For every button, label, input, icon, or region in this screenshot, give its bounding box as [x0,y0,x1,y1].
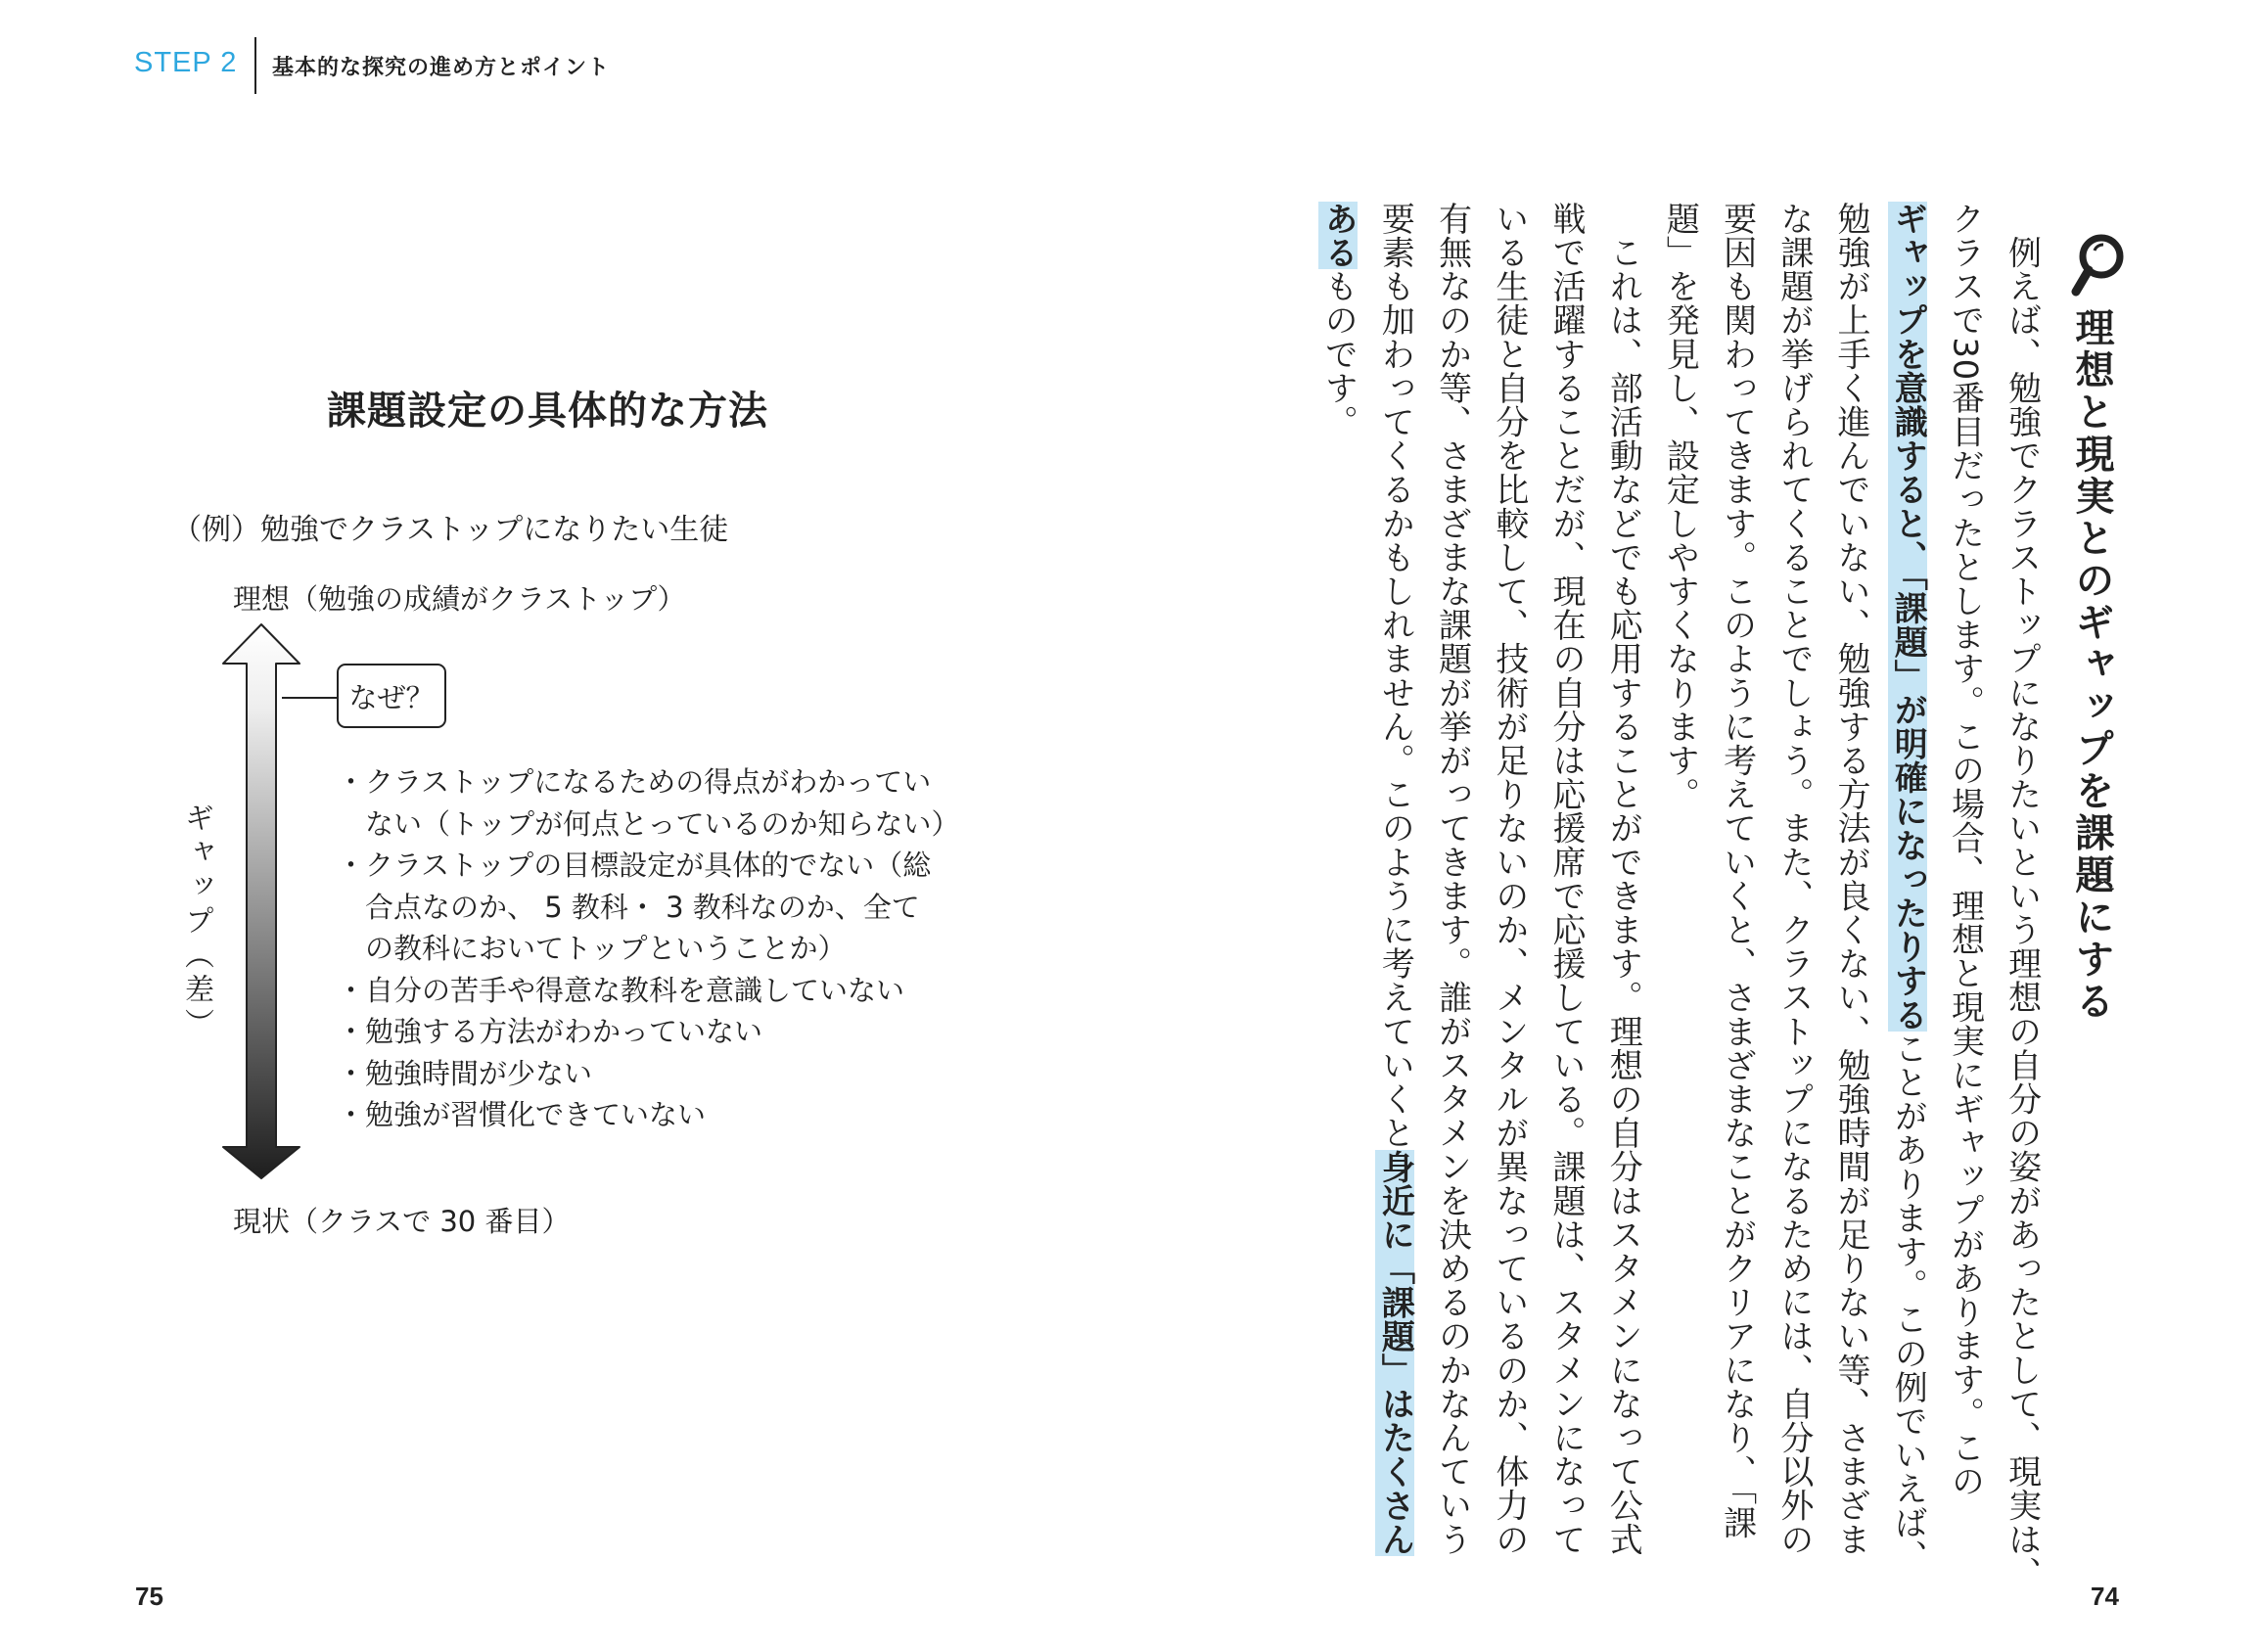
text-run: ものです。 [1318,269,1359,439]
text-run: 要素も加わってくるかもしれません。このように考えていくと [1375,202,1415,1150]
text-line [1310,202,1366,1474]
text-line [1766,202,1822,1556]
magnifier-icon [2071,233,2126,298]
text-line [1993,202,2050,1590]
body-text [1310,202,2050,1590]
highlighted-text: ある [1318,202,1359,270]
text-line [1879,202,1936,1574]
list-item: ない（トップが何点とっているのか知らない） [337,806,960,841]
text-run: 例えば、勉強でクラストップになりたいという理想の自分の姿があったとして、現実は、 [2002,202,2042,1590]
connector-line [282,697,339,699]
text-line [1366,202,1423,1557]
gap-label: ギャップ（差） [179,803,213,1042]
list-item: ・勉強が習慣化できていない [337,1098,707,1131]
list-item: ・自分の苦手や得意な教科を意識していない [337,973,905,1007]
text-line [1822,202,1879,1556]
highlighted-text: 身近に「課題」はたくさん [1375,1149,1415,1557]
double-arrow-icon [219,622,303,1180]
text-run: 有無なのか等、さまざまな課題が挙がってきます。誰がスタメンを決めるのかなんていう [1432,202,1472,1556]
list-item: の教科においてトップということか） [337,932,847,965]
text-line [1538,202,1594,1556]
highlighted-text: ギャップを意識すると、「課題」が明確になったりする [1888,202,1928,1032]
current-label: 現状（クラスで 30 番目） [233,1205,571,1238]
example-caption: （例）勉強でクラストップになりたい生徒 [172,513,729,547]
text-run: ことがあります。この例でいえば、 [1888,1032,1928,1574]
list-item: 合点なのか、 5 教科・ 3 教科なのか、全て [337,890,920,924]
text-line [1594,202,1651,1556]
text-run: 勉強が上手く進んでいない、勉強する方法が良くない、勉強時間が足りない等、さまざま [1831,202,1871,1556]
text-run: な課題が挙げられてくることでしょう。また、クラストップになるためには、自分以外の [1773,202,1814,1556]
list-item: ・クラストップの目標設定が具体的でない（総 [337,849,932,882]
list-item: ・クラストップになるための得点がわかってい [337,765,932,799]
text-run: これは、部活動などでも応用することができます。理想の自分はスタメンになって公式 [1603,202,1643,1556]
why-callout: なぜ？ [337,664,446,728]
text-line [1708,202,1765,1539]
ideal-label: 理想（勉強の成績がクラストップ） [233,582,686,616]
list-item: ・勉強時間が少ない [337,1056,593,1090]
text-run: いる生徒と自分を比較して、技術が足りないのか、メンタルが異なっているのか、体力の [1489,202,1529,1556]
text-line [1936,202,1993,1498]
chapter-title: 基本的な探究の進め方とポイント [272,56,611,80]
step-label: STEP 2 [134,47,238,78]
page-number-right: 74 [2091,1582,2119,1611]
section-heading: 理想と現実とのギャップを課題にする [2069,307,2114,1023]
text-run: 題」を発見し、設定しやすくなります。 [1660,202,1700,811]
text-run: クラスで30番目だったとします。この場合、理想と現実にギャップがあります。この [1945,202,1985,1498]
text-line [1651,202,1708,1474]
reason-list [337,761,960,1136]
text-line [1423,202,1480,1556]
text-run: 戦で活躍することだが、現在の自分は応援席で応援している。課題は、スタメンになって [1546,202,1587,1556]
list-item: ・勉強する方法がわかっていない [337,1015,763,1048]
text-run: 要因も関わってきます。このように考えていくと、さまざまなことがクリアになり、「課 [1717,202,1757,1539]
page-number-left: 75 [135,1582,163,1611]
diagram-title: 課題設定の具体的な方法 [327,389,768,434]
text-line [1481,202,1538,1556]
header-divider [254,37,256,94]
